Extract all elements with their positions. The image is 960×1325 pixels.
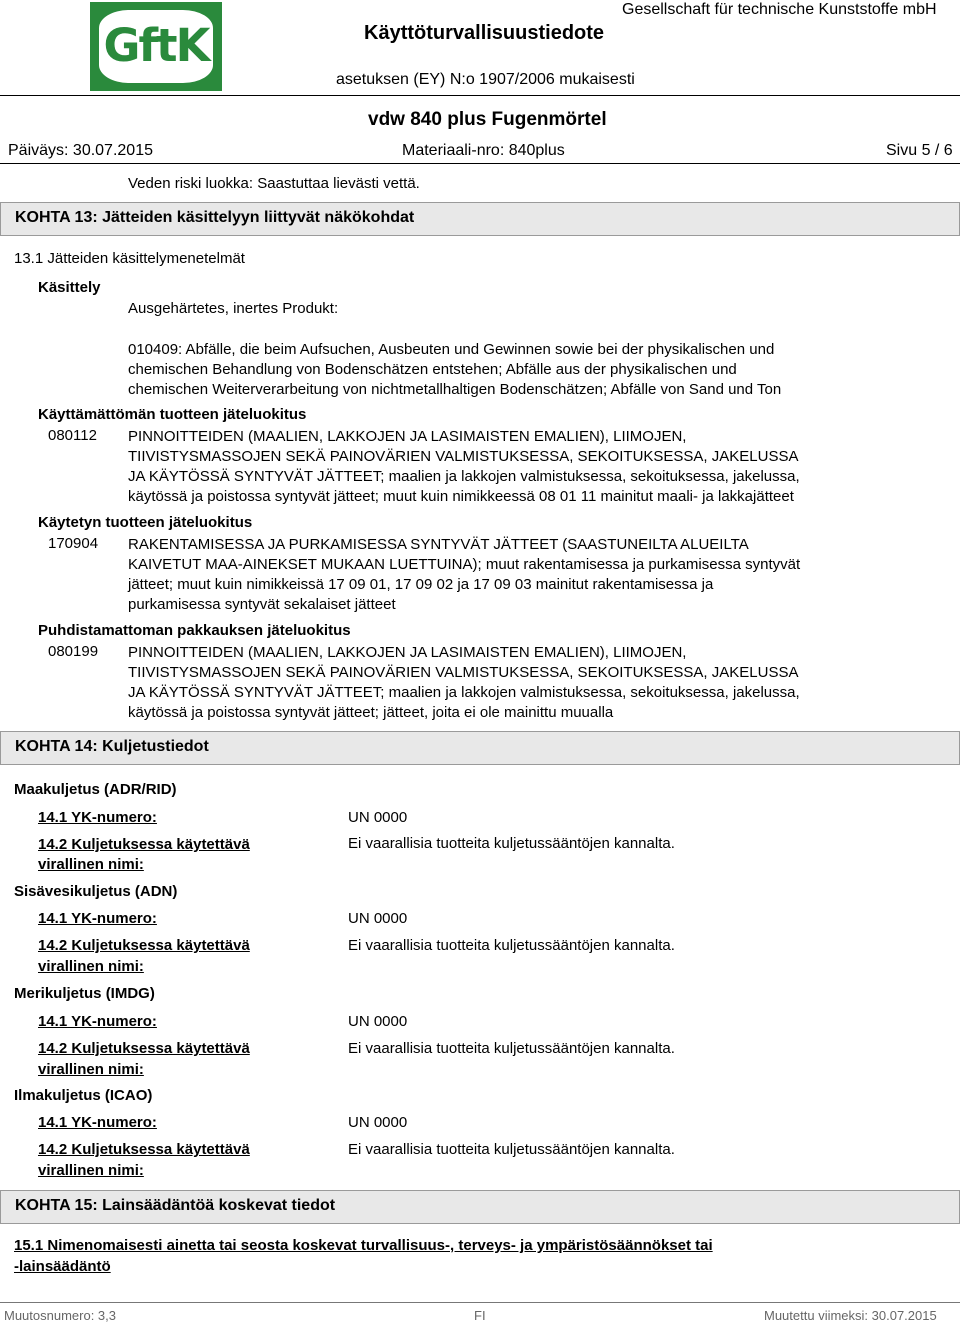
section-15-heading: KOHTA 15: Lainsäädäntöä koskevat tiedot <box>15 1197 336 1214</box>
text-line: PINNOITTEIDEN (MAALIEN, LAKKOJEN JA LASIMAISTEN EMALIEN), LIIMOJEN, <box>128 644 687 661</box>
transport-title: Ilmakuljetus (ICAO) <box>14 1087 153 1104</box>
section-13-bar <box>0 202 960 236</box>
document-title: Käyttöturvallisuustiedote <box>364 22 605 44</box>
material-number: Materiaali-nro: 840plus <box>402 142 565 159</box>
unused-product-label: Käyttämättömän tuotteen jäteluokitus <box>38 406 307 423</box>
text-line: TIIVISTYSMASSOJEN SEKÄ PAINOVÄRIEN VALMISTUKSESSA, SEKOITUKSESSA, JAKELUSSA <box>128 664 799 681</box>
shipping-name-label: 14.2 Kuljetuksessa käytettävä <box>38 1141 250 1158</box>
section-15-bar <box>0 1190 960 1224</box>
text-line: RAKENTAMISESSA JA PURKAMISESSA SYNTYVÄT JÄTTEET (SAASTUNEILTA ALUEILTA <box>128 536 749 553</box>
unused-product-description <box>128 427 800 507</box>
un-number-value: UN 0000 <box>348 910 408 927</box>
section-15-1-heading: 15.1 Nimenomaisesti ainetta tai seosta koskevat turvallisuus-, terveys- ja ympäristösäännökset tai <box>14 1237 713 1254</box>
shipping-name-value: Ei vaarallisia tuotteita kuljetussääntöjen kannalta. <box>348 1040 675 1057</box>
text-line: käytössä ja poistossa syntyvät jätteet; jätteet, joita ei ole mainittu muualla <box>128 704 614 721</box>
subheader-divider <box>0 163 960 164</box>
text-line: chemischen Weiterverarbeitung von nichtmetallhaltigen Bodenschätzen; Abfälle von Sand und Ton <box>128 381 782 398</box>
un-number-value: UN 0000 <box>348 1013 408 1030</box>
shipping-name-value: Ei vaarallisia tuotteita kuljetussääntöjen kannalta. <box>348 937 675 954</box>
text-line: purkamisessa syntyvät sekalaiset jätteet <box>128 596 396 613</box>
language-code: FI <box>474 1308 486 1323</box>
transport-title: Maakuljetus (ADR/RID) <box>14 781 177 798</box>
un-number-value: UN 0000 <box>348 1114 408 1131</box>
shipping-name-label: 14.2 Kuljetuksessa käytettävä <box>38 836 250 853</box>
section-13-heading: KOHTA 13: Jätteiden käsittelyyn liittyvät näkökohdat <box>15 209 415 226</box>
date-label: Päiväys: 30.07.2015 <box>8 142 153 159</box>
shipping-name-label-cont: virallinen nimi: <box>38 1061 144 1078</box>
transport-title: Merikuljetus (IMDG) <box>14 985 155 1002</box>
text-line: KAIVETUT MAA-AINEKSET MUKAAN LUETTUINA); muut rakentamisessa ja purkamisessa syntyvät <box>128 556 801 573</box>
text-line: käytössä ja poistossa syntyvät jätteet; muut kuin nimikkeessä 08 01 11 mainitut maali- ja lakkajätteet <box>128 488 794 505</box>
un-number-label: 14.1 YK-numero: <box>38 1013 157 1030</box>
water-hazard-line: Veden riski luokka: Saastuttaa lievästi vettä. <box>128 175 420 192</box>
transport-title: Sisävesikuljetus (ADN) <box>14 883 178 900</box>
last-modified: Muutettu viimeksi: 30.07.2015 <box>764 1308 937 1323</box>
packaging-label: Puhdistamattoman pakkauksen jäteluokitus <box>38 622 351 639</box>
section-14-bar <box>0 731 960 765</box>
text-line: JA KÄYTÖSSÄ SYNTYVÄT JÄTTEET; maalien ja lakkojen valmistuksessa, sekoituksessa, jakelussa, <box>128 468 800 485</box>
text-line: 010409: Abfälle, die beim Aufsuchen, Ausbeuten und Gewinnen sowie bei der physikalischen und <box>128 341 775 358</box>
un-number-label: 14.1 YK-numero: <box>38 910 157 927</box>
shipping-name-label: 14.2 Kuljetuksessa käytettävä <box>38 937 250 954</box>
used-product-description <box>128 535 800 615</box>
page-number: Sivu 5 / 6 <box>886 142 953 159</box>
text-line: jätteet; muut kuin nimikkeissä 17 09 01, 17 09 02 ja 17 09 03 mainitut rakentamisessa ja <box>128 576 714 593</box>
un-number-label: 14.1 YK-numero: <box>38 1114 157 1131</box>
used-product-code: 170904 <box>48 535 99 552</box>
product-name: vdw 840 plus Fugenmörtel <box>368 109 607 130</box>
waste-code-description <box>128 340 781 400</box>
company-name: Gesellschaft für technische Kunststoffe mbH <box>622 1 937 18</box>
company-logo <box>90 2 222 91</box>
regulation-line: asetuksen (EY) N:o 1907/2006 mukaisesti <box>336 71 635 88</box>
shipping-name-value: Ei vaarallisia tuotteita kuljetussääntöjen kannalta. <box>348 1141 675 1158</box>
un-number-label: 14.1 YK-numero: <box>38 809 157 826</box>
shipping-name-label-cont: virallinen nimi: <box>38 958 144 975</box>
un-number-value: UN 0000 <box>348 809 408 826</box>
logo-text: GftK <box>103 19 209 72</box>
shipping-name-label-cont: virallinen nimi: <box>38 1162 144 1179</box>
text-line: chemischen Behandlung von Bodenschätzen entstehen; Abfälle aus der physikalischen und <box>128 361 737 378</box>
text-line: JA KÄYTÖSSÄ SYNTYVÄT JÄTTEET; maalien ja lakkojen valmistuksessa, sekoituksessa, jakelussa, <box>128 684 800 701</box>
section-15-1-heading-cont: -lainsäädäntö <box>14 1258 111 1275</box>
shipping-name-value: Ei vaarallisia tuotteita kuljetussääntöjen kannalta. <box>348 835 675 852</box>
section-13-1-heading: 13.1 Jätteiden käsittelymenetelmät <box>14 250 245 267</box>
unused-product-code: 080112 <box>48 427 97 444</box>
text-line: TIIVISTYSMASSOJEN SEKÄ PAINOVÄRIEN VALMISTUKSESSA, SEKOITUKSESSA, JAKELUSSA <box>128 448 799 465</box>
shipping-name-label: 14.2 Kuljetuksessa käytettävä <box>38 1040 250 1057</box>
packaging-description <box>128 643 800 723</box>
footer-divider <box>0 1302 960 1303</box>
used-product-label: Käytetyn tuotteen jäteluokitus <box>38 514 253 531</box>
text-line: PINNOITTEIDEN (MAALIEN, LAKKOJEN JA LASIMAISTEN EMALIEN), LIIMOJEN, <box>128 428 687 445</box>
handling-text: Ausgehärtetes, inertes Produkt: <box>128 300 339 317</box>
handling-label: Käsittely <box>38 279 101 296</box>
packaging-code: 080199 <box>48 643 99 660</box>
header-divider <box>0 95 960 96</box>
section-14-heading: KOHTA 14: Kuljetustiedot <box>15 738 209 755</box>
shipping-name-label-cont: virallinen nimi: <box>38 856 144 873</box>
revision-number: Muutosnumero: 3,3 <box>4 1308 117 1323</box>
